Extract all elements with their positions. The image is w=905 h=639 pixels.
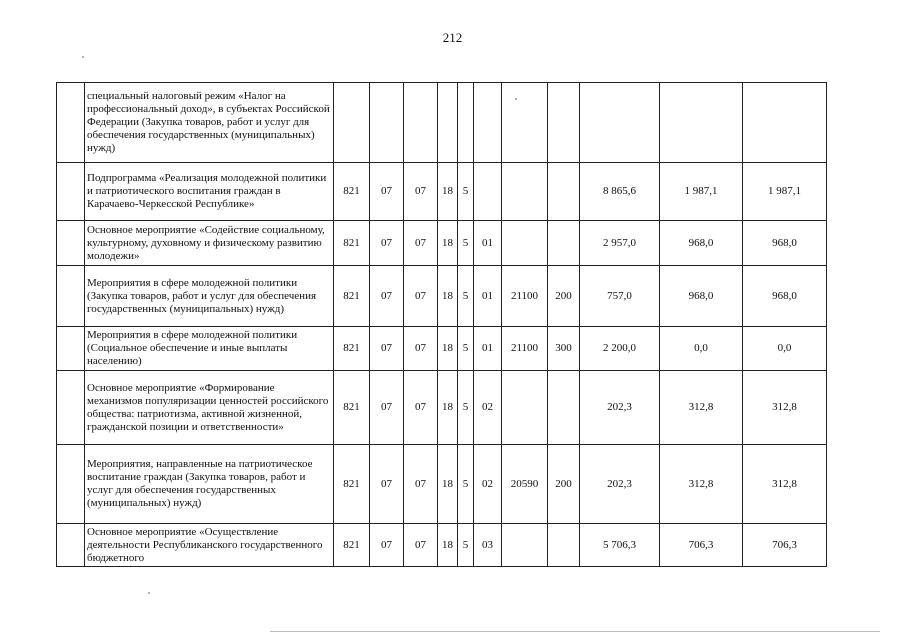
amount-year-2: 1 987,1 [660, 163, 743, 221]
amount-year-1: 2 200,0 [580, 327, 660, 371]
event-code [474, 163, 502, 221]
amount-year-2: 968,0 [660, 221, 743, 266]
direction-code [502, 524, 548, 567]
item-name: Мероприятия, направленные на патриотическое воспитание граждан (Закупка товаров, работ и услуг для обеспечения государственных (муниципальных) нужд) [85, 445, 334, 524]
index-cell [57, 266, 85, 327]
index-cell [57, 371, 85, 445]
item-name: Мероприятия в сфере молодежной политики (Социальное обеспечение и иные выплаты населению) [85, 327, 334, 371]
event-code [474, 83, 502, 163]
scan-speck [82, 56, 84, 58]
index-cell [57, 524, 85, 567]
item-name: Основное мероприятие «Формирование механизмов популяризации ценностей российского общества: патриотизма, активной жизненной, гражданской позиции и ответственности» [85, 371, 334, 445]
event-code: 01 [474, 266, 502, 327]
amount-year-1: 2 957,0 [580, 221, 660, 266]
item-name: Основное мероприятие «Содействие социальному, культурному, духовному и физическому развитию молодежи» [85, 221, 334, 266]
direction-code [502, 221, 548, 266]
index-cell [57, 327, 85, 371]
index-cell [57, 83, 85, 163]
amount-year-2: 706,3 [660, 524, 743, 567]
direction-code [502, 163, 548, 221]
subsection-code: 07 [404, 266, 438, 327]
subprogram-code: 5 [458, 221, 474, 266]
section-code: 07 [370, 327, 404, 371]
expense-type-code: 300 [548, 327, 580, 371]
table-row [57, 371, 827, 445]
expense-type-code [548, 524, 580, 567]
event-code: 01 [474, 221, 502, 266]
section-code: 07 [370, 221, 404, 266]
table-row [57, 221, 827, 266]
subprogram-code: 5 [458, 327, 474, 371]
ved-code [334, 83, 370, 163]
section-code: 07 [370, 163, 404, 221]
expense-type-code [548, 371, 580, 445]
amount-year-3: 1 987,1 [743, 163, 827, 221]
item-name: Подпрограмма «Реализация молодежной политики и патриотического воспитания граждан в Карачаево-Черкесской Республике» [85, 163, 334, 221]
scan-edge-line [270, 631, 880, 632]
event-code: 01 [474, 327, 502, 371]
program-code: 18 [438, 163, 458, 221]
section-code: 07 [370, 371, 404, 445]
ved-code: 821 [334, 524, 370, 567]
ved-code: 821 [334, 163, 370, 221]
table-row [57, 266, 827, 327]
subsection-code: 07 [404, 327, 438, 371]
amount-year-3: 706,3 [743, 524, 827, 567]
index-cell [57, 163, 85, 221]
program-code: 18 [438, 371, 458, 445]
direction-code [502, 371, 548, 445]
amount-year-3: 968,0 [743, 221, 827, 266]
direction-code [502, 83, 548, 163]
ved-code: 821 [334, 445, 370, 524]
program-code [438, 83, 458, 163]
item-name: специальный налоговый режим «Налог на профессиональный доход», в субъектах Российской Федерации (Закупка товаров, работ и услуг для обеспечения государственных (муниципальных) нужд) [85, 83, 334, 163]
section-code: 07 [370, 524, 404, 567]
amount-year-3: 312,8 [743, 445, 827, 524]
amount-year-2: 312,8 [660, 371, 743, 445]
subprogram-code [458, 83, 474, 163]
budget-table [56, 82, 827, 567]
program-code: 18 [438, 524, 458, 567]
amount-year-2: 312,8 [660, 445, 743, 524]
subsection-code: 07 [404, 221, 438, 266]
subsection-code [404, 83, 438, 163]
table-row [57, 445, 827, 524]
amount-year-1: 757,0 [580, 266, 660, 327]
program-code: 18 [438, 327, 458, 371]
subsection-code: 07 [404, 371, 438, 445]
index-cell [57, 445, 85, 524]
ved-code: 821 [334, 221, 370, 266]
ved-code: 821 [334, 327, 370, 371]
table-row [57, 524, 827, 567]
section-code: 07 [370, 266, 404, 327]
table-row [57, 327, 827, 371]
subprogram-code: 5 [458, 266, 474, 327]
page-number: 212 [442, 30, 463, 45]
amount-year-2 [660, 83, 743, 163]
expense-type-code [548, 221, 580, 266]
amount-year-3: 312,8 [743, 371, 827, 445]
event-code: 02 [474, 371, 502, 445]
amount-year-3 [743, 83, 827, 163]
program-code: 18 [438, 445, 458, 524]
section-code [370, 83, 404, 163]
event-code: 03 [474, 524, 502, 567]
amount-year-1: 202,3 [580, 445, 660, 524]
direction-code: 21100 [502, 266, 548, 327]
expense-type-code [548, 163, 580, 221]
item-name: Основное мероприятие «Осуществление деятельности Республиканского государственного бюджетного [85, 524, 334, 567]
amount-year-2: 968,0 [660, 266, 743, 327]
amount-year-1: 5 706,3 [580, 524, 660, 567]
ved-code: 821 [334, 371, 370, 445]
program-code: 18 [438, 221, 458, 266]
item-name: Мероприятия в сфере молодежной политики (Закупка товаров, работ и услуг для обеспечения государственных (муниципальных) нужд) [85, 266, 334, 327]
direction-code: 20590 [502, 445, 548, 524]
subsection-code: 07 [404, 445, 438, 524]
section-code: 07 [370, 445, 404, 524]
scan-speck [515, 98, 517, 100]
subsection-code: 07 [404, 524, 438, 567]
amount-year-1 [580, 83, 660, 163]
table-row [57, 163, 827, 221]
amount-year-3: 0,0 [743, 327, 827, 371]
amount-year-1: 8 865,6 [580, 163, 660, 221]
scan-speck [148, 592, 150, 594]
expense-type-code [548, 83, 580, 163]
amount-year-1: 202,3 [580, 371, 660, 445]
amount-year-3: 968,0 [743, 266, 827, 327]
event-code: 02 [474, 445, 502, 524]
expense-type-code: 200 [548, 445, 580, 524]
subsection-code: 07 [404, 163, 438, 221]
subprogram-code: 5 [458, 524, 474, 567]
table-row [57, 83, 827, 163]
expense-type-code: 200 [548, 266, 580, 327]
ved-code: 821 [334, 266, 370, 327]
index-cell [57, 221, 85, 266]
program-code: 18 [438, 266, 458, 327]
amount-year-2: 0,0 [660, 327, 743, 371]
direction-code: 21100 [502, 327, 548, 371]
subprogram-code: 5 [458, 371, 474, 445]
subprogram-code: 5 [458, 163, 474, 221]
subprogram-code: 5 [458, 445, 474, 524]
